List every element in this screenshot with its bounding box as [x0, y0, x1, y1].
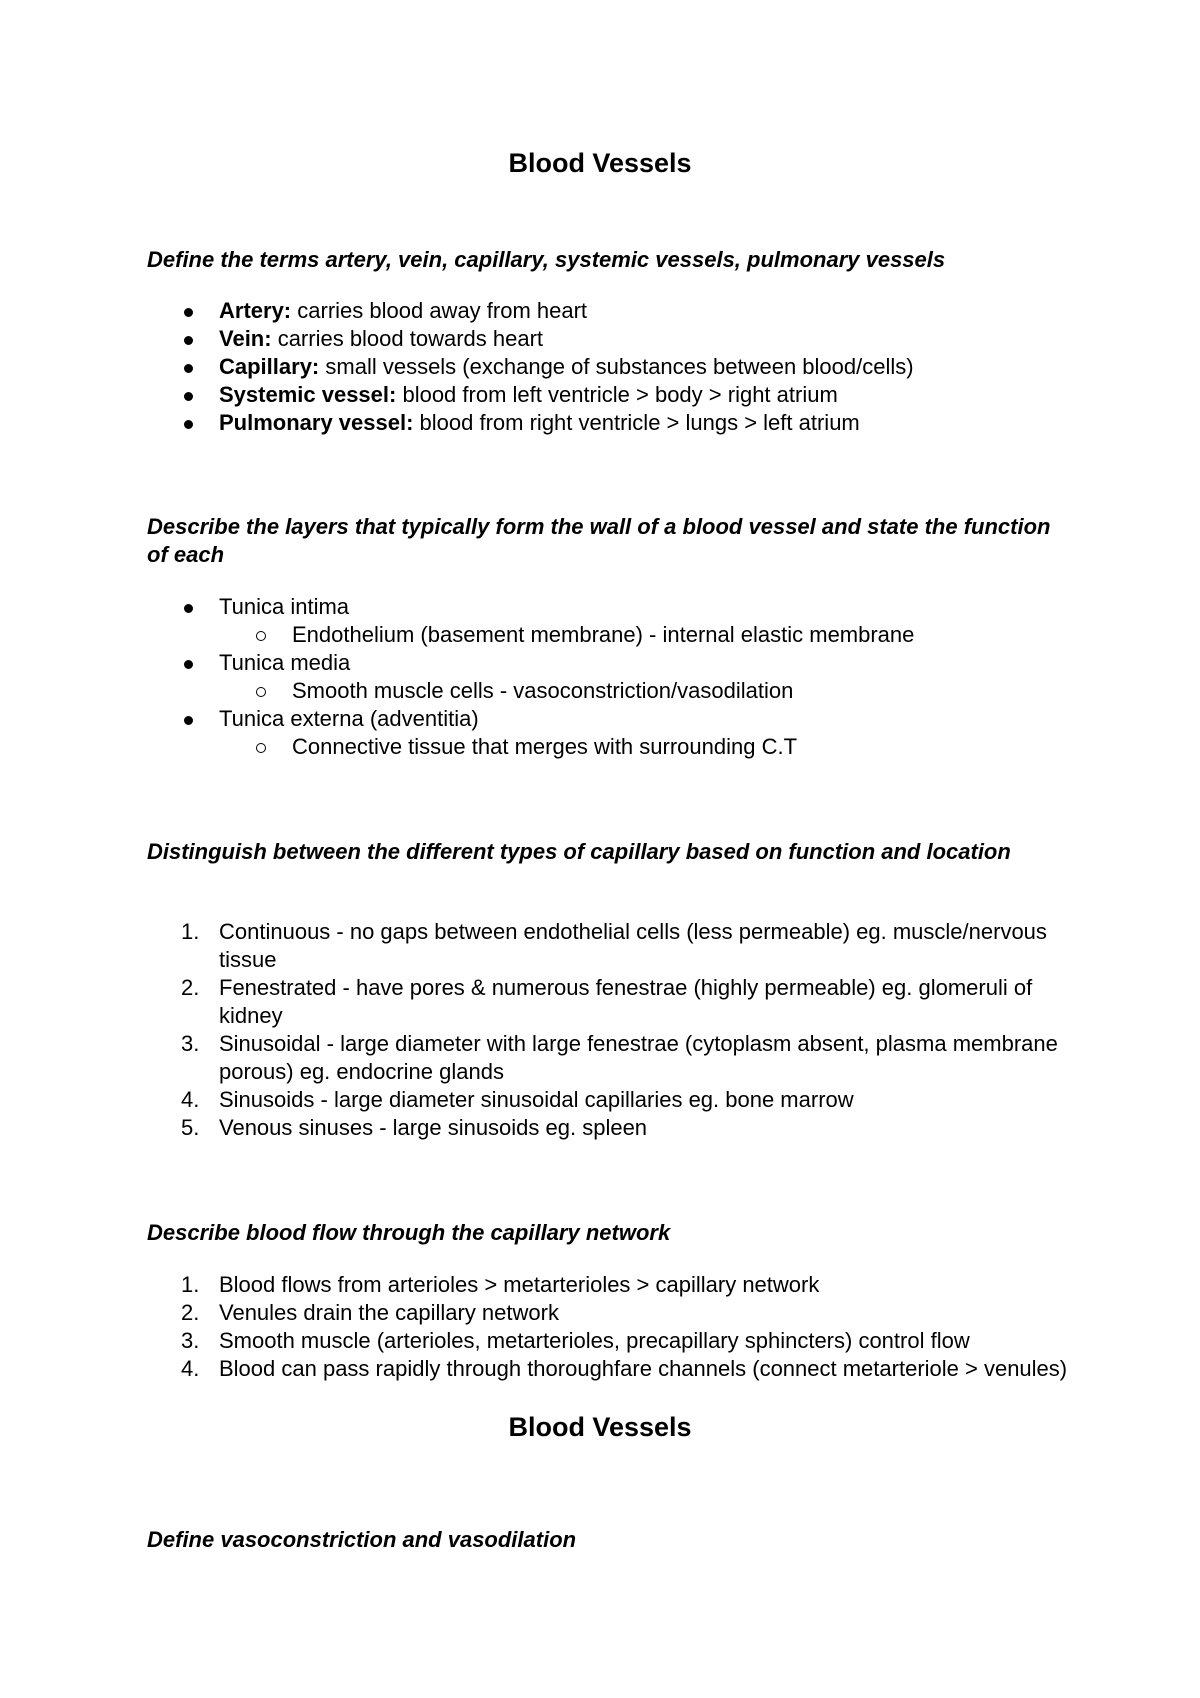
- bullet-icon: [184, 420, 193, 429]
- section-heading-vasoconstriction: Define vasoconstriction and vasodilation: [147, 1527, 577, 1552]
- term-definition: small vessels (exchange of substances between blood/cells): [319, 354, 914, 379]
- list-number: 1.: [181, 1272, 200, 1297]
- list-item: [147, 353, 1087, 381]
- layer-description: Endothelium (basement membrane) - internal elastic membrane: [292, 622, 915, 647]
- list-number: 3.: [181, 1328, 200, 1353]
- list-item: [147, 705, 1087, 761]
- layer-description: Connective tissue that merges with surrounding C.T: [292, 734, 798, 759]
- list-number: 3.: [181, 1031, 200, 1056]
- list-item-text: Fenestrated - have pores & numerous fenestrae (highly permeable) eg. glomeruli of kidney: [219, 975, 1033, 1028]
- sub-list-item: [219, 677, 1087, 705]
- hollow-bullet-icon: [256, 631, 266, 641]
- list-item-text: Sinusoidal - large diameter with large fenestrae (cytoplasm absent, plasma membrane porous) eg. endocrine glands: [219, 1031, 1058, 1084]
- list-item: [147, 1030, 1087, 1086]
- sub-list: [219, 621, 1087, 649]
- layers-list: [147, 593, 1087, 761]
- page-title-second: Blood Vessels: [508, 1412, 692, 1442]
- layer-description: Smooth muscle cells - vasoconstriction/vasodilation: [292, 678, 794, 703]
- sub-list: [219, 677, 1087, 705]
- list-item-text: Continuous - no gaps between endothelial cells (less permeable) eg. muscle/nervous tissue: [219, 919, 1047, 972]
- list-item: [147, 1271, 1087, 1299]
- list-item: [147, 974, 1087, 1030]
- list-number: 1.: [181, 919, 200, 944]
- hollow-bullet-icon: [256, 687, 266, 697]
- list-item-text: Blood can pass rapidly through thoroughfare channels (connect metarteriole > venules): [219, 1356, 1068, 1381]
- list-item: [147, 381, 1087, 409]
- section-heading-capillary-types: Distinguish between the different types of capillary based on function and location: [147, 839, 1011, 864]
- bullet-icon: [184, 364, 193, 373]
- bullet-icon: [184, 392, 193, 401]
- list-item-text: Venules drain the capillary network: [219, 1300, 559, 1325]
- sub-list: [219, 733, 1087, 761]
- section-heading-definitions: Define the terms artery, vein, capillary, systemic vessels, pulmonary vessels: [147, 247, 946, 272]
- section-heading-blood-flow: Describe blood flow through the capillary network: [147, 1220, 671, 1245]
- list-item: [147, 1327, 1087, 1355]
- term-definition: blood from right ventricle > lungs > left atrium: [413, 410, 860, 435]
- section-heading-layers: Describe the layers that typically form the wall of a blood vessel and state the function of each: [147, 514, 1051, 567]
- list-item: [147, 918, 1087, 974]
- term-definition: carries blood towards heart: [271, 326, 544, 351]
- list-number: 5.: [181, 1115, 200, 1140]
- layer-name: Tunica media: [219, 650, 351, 675]
- list-item-text: Venous sinuses - large sinusoids eg. spleen: [219, 1115, 648, 1140]
- list-number: 2.: [181, 1300, 200, 1325]
- bullet-icon: [184, 716, 193, 725]
- list-item: [147, 297, 1087, 325]
- list-item-text: Smooth muscle (arterioles, metarterioles, precapillary sphincters) control flow: [219, 1328, 970, 1353]
- bullet-icon: [184, 336, 193, 345]
- term-label: Systemic vessel:: [219, 382, 397, 407]
- term-label: Pulmonary vessel:: [219, 410, 414, 435]
- list-number: 4.: [181, 1087, 200, 1112]
- list-item: [147, 1114, 1087, 1142]
- layer-name: Tunica externa (adventitia): [219, 706, 479, 731]
- list-number: 4.: [181, 1356, 200, 1381]
- list-item: [147, 1086, 1087, 1114]
- bullet-icon: [184, 308, 193, 317]
- term-label: Vein:: [219, 326, 272, 351]
- blood-flow-list: [147, 1271, 1087, 1383]
- list-item: [147, 1299, 1087, 1327]
- layer-name: Tunica intima: [219, 594, 350, 619]
- list-number: 2.: [181, 975, 200, 1000]
- list-item: [147, 649, 1087, 705]
- bullet-icon: [184, 660, 193, 669]
- bullet-icon: [184, 604, 193, 613]
- list-item: [147, 409, 1087, 437]
- page-title: Blood Vessels: [508, 148, 692, 178]
- term-label: Artery:: [219, 298, 292, 323]
- term-definition: blood from left ventricle > body > right atrium: [396, 382, 838, 407]
- sub-list-item: [219, 621, 1087, 649]
- list-item: [147, 1355, 1087, 1383]
- sub-list-item: [219, 733, 1087, 761]
- term-label: Capillary:: [219, 354, 320, 379]
- hollow-bullet-icon: [256, 743, 266, 753]
- definitions-list: [147, 297, 1087, 437]
- list-item: [147, 325, 1087, 353]
- list-item: [147, 593, 1087, 649]
- term-definition: carries blood away from heart: [291, 298, 588, 323]
- capillary-types-list: [147, 918, 1087, 1142]
- list-item-text: Sinusoids - large diameter sinusoidal capillaries eg. bone marrow: [219, 1087, 854, 1112]
- list-item-text: Blood flows from arterioles > metarterioles > capillary network: [219, 1272, 820, 1297]
